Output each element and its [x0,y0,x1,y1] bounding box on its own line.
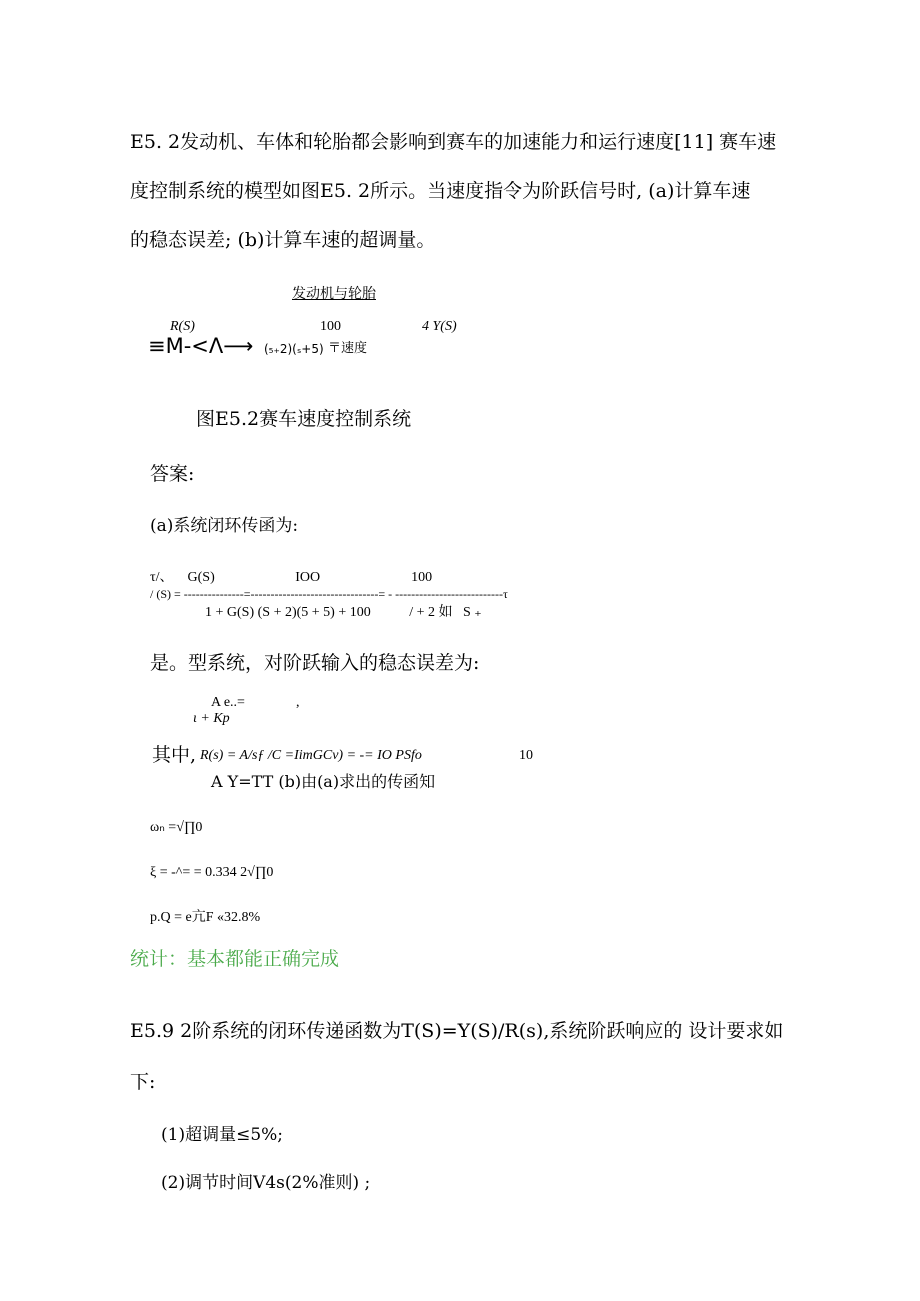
part-a-heading: (a)系统闭环传函为: [150,516,299,536]
output-label: 4 Y(S) [422,319,457,334]
ess-numerator: A e..= [211,695,245,710]
plant-gain: 100 [320,319,341,334]
equation-fraction-line: / (S) = ---------------=--------------------------------= - ---------------------------τ [150,587,508,601]
plant-label: 发动机与轮胎 [292,287,376,302]
where-value-ten: 10 [519,748,533,763]
problem-e52-line-1: E5. 2发动机、车体和轮胎都会影响到赛车的加速能力和运行速度[11] 赛车速 [130,131,777,153]
overshoot-formula: p.Q = e亢F «32.8% [150,910,261,925]
part-b-line: A Y=TT (b)由(a)求出的传函知 [211,772,436,791]
plant-denominator: (₅₊2)(ₛ+5) [264,342,324,356]
where-formula: R(s) = A/sƒ /C =IimGCv) = -= IO PSfo [200,748,422,763]
equation-bottom-row: 1 + G(S) (S + 2)(5 + 5) + 100 / + 2 如 S ₊ [205,605,482,620]
natural-frequency-formula: ωₙ =√∏0 [150,820,203,835]
damping-ratio-formula: ξ = -^= = 0.334 2√∏0 [150,865,274,880]
requirement-1: (1)超调量≤5%; [161,1125,284,1145]
problem-e59-line-1: E5.9 2阶系统的闭环传递函数为T(S)=Y(S)/R(s),系统阶跃响应的 设计要求如 [130,1020,784,1042]
problem-e52-line-2: 度控制系统的模型如图E5. 2所示。当速度指令为阶跃信号时, (a)计算车速 [130,180,751,202]
requirement-2: (2)调节时间V4s(2%准则) ; [161,1173,371,1193]
input-label: R(S) [170,319,195,334]
statistics-note: 统计：基本都能正确完成 [130,948,340,970]
speed-label: 〒速度 [328,341,368,356]
problem-e52-line-3: 的稳态误差; (b)计算车速的超调量。 [130,229,436,251]
figure-caption: 图E5.2赛车速度控制系统 [196,408,412,430]
equation-top-row: τ/、 G(S) IOO 100 [150,570,433,585]
system-type-text: 是。型系统，对阶跃输入的稳态误差为: [150,652,480,674]
ess-comma: , [296,695,300,710]
ess-denominator: ι + Kp [193,711,230,726]
summing-junction-arrow: ≡M-<Λ⟶ [148,334,254,358]
problem-e59-line-2: 下: [130,1071,156,1093]
answer-heading: 答案: [150,463,195,485]
where-prefix: 其中, [152,744,197,766]
